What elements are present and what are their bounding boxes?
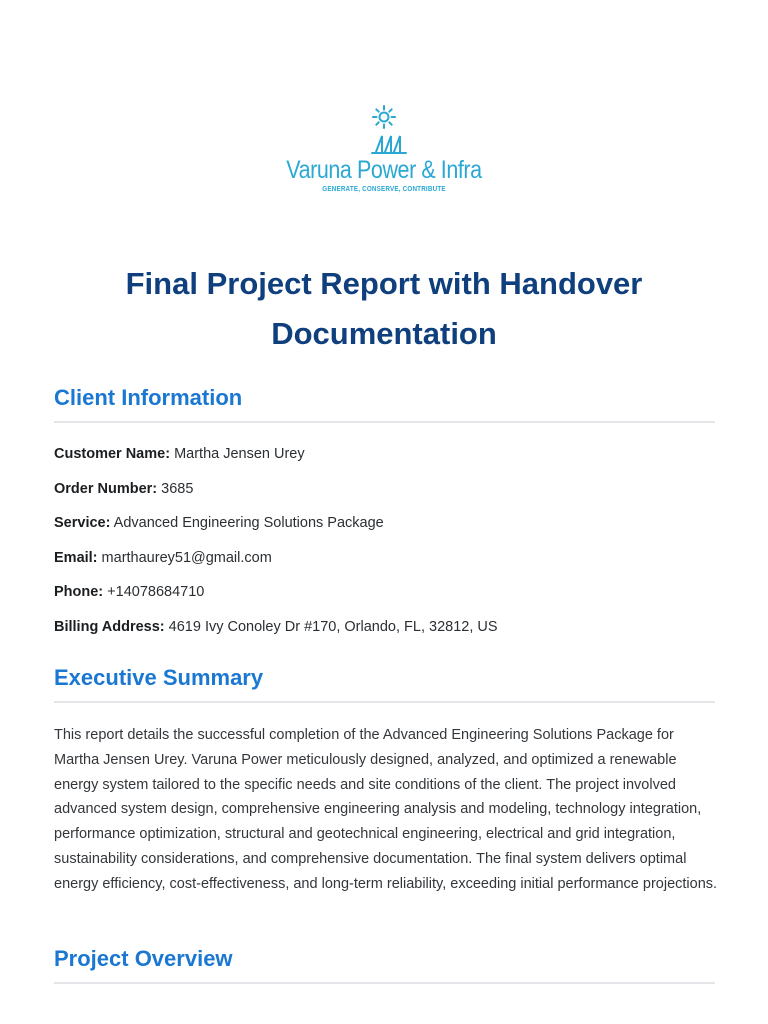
client-information-heading: Client Information	[54, 385, 243, 410]
email-field	[54, 549, 272, 567]
field-label: Order Number:	[54, 481, 158, 497]
field-value: 3685	[161, 481, 194, 497]
billing-address-field	[54, 618, 498, 636]
section-divider	[54, 982, 715, 984]
phone-field	[54, 583, 204, 601]
field-value[interactable]: marthaurey51@gmail.com	[101, 550, 272, 566]
sun-and-solar-panels-icon	[354, 100, 414, 156]
brand-name: Varuna Power & Infra	[286, 156, 482, 184]
document-title: Final Project Report with Handover Documentation	[125, 266, 643, 351]
field-label: Billing Address:	[54, 619, 165, 635]
customer-name-field	[54, 445, 305, 463]
section-divider	[54, 421, 715, 423]
company-logo	[0, 100, 768, 194]
field-value: Advanced Engineering Solutions Package	[113, 515, 384, 531]
field-label: Service:	[54, 515, 111, 531]
order-number-field	[54, 480, 193, 498]
executive-summary-text: This report details the successful completion of the Advanced Engineering Solutions Package for Martha Jensen Urey. Varuna Power meticulously designed, analyzed, and optimized a renewable energy system tailored to the specific needs and site conditions of the client. The project involved advanced system design, comprehensive engineering analysis and modeling, technology integration, performance optimization, structural and geotechnical engineering, electrical and grid integration, sustainability considerations, and comprehensive documentation. The final system delivers optimal energy efficiency, cost-effectiveness, and long-term reliability, exceeding initial performance projections.	[54, 727, 718, 892]
field-label: Phone:	[54, 584, 104, 600]
executive-summary-heading: Executive Summary	[54, 665, 264, 690]
field-value: Martha Jensen Urey	[174, 446, 305, 462]
service-field	[54, 514, 384, 532]
field-label: Customer Name:	[54, 446, 171, 462]
field-value: 4619 Ivy Conoley Dr #170, Orlando, FL, 32812, US	[168, 619, 498, 635]
project-overview-heading: Project Overview	[54, 946, 233, 971]
brand-tagline: GENERATE, CONSERVE, CONTRIBUTE	[322, 186, 446, 193]
section-divider	[54, 701, 715, 703]
field-label: Email:	[54, 550, 98, 566]
field-value: +14078684710	[107, 584, 205, 600]
